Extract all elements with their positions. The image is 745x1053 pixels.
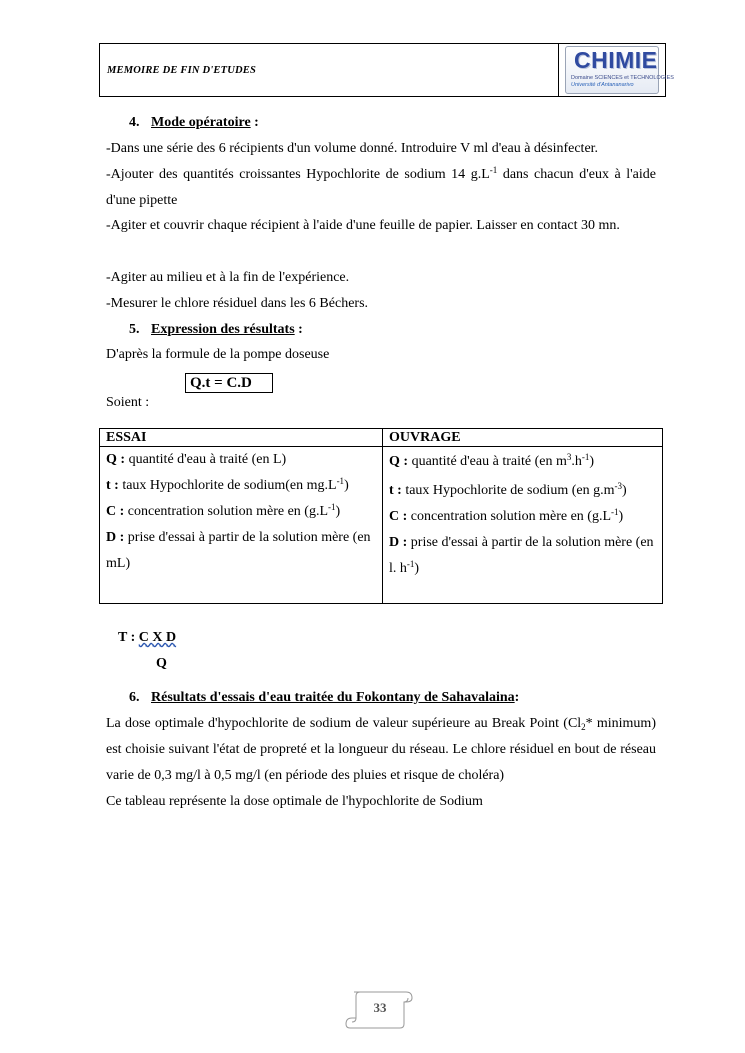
table-header-ouvrage: OUVRAGE bbox=[383, 429, 663, 447]
section4-line2 bbox=[106, 162, 656, 214]
section4-line1: -Dans une série des 6 récipients d'un volume donné. Introduire V ml d'eau à désinfecter. bbox=[106, 141, 599, 156]
section4-suffix: : bbox=[250, 115, 259, 130]
section6-title: Résultats d'essais d'eau traitée du Fokontany de Sahavalaina bbox=[151, 690, 515, 705]
section6-paragraph: La dose optimale d'hypochlorite de sodium de valeur supérieure au Break Point ($Cl_2*$ minimum) est choisie suivant l'état de propreté et la longueur du réseau. Le chlore résiduel en bout de réseau varie de 0,3 mg/l à 0,5 mg/l (en période des pluies et risque de choléra) bbox=[106, 716, 656, 783]
page-number: 33 bbox=[373, 1000, 387, 1015]
section5-title: Expression des résultats bbox=[151, 322, 295, 337]
section6-suffix: : bbox=[514, 690, 520, 705]
logo-cell bbox=[559, 44, 674, 96]
table-header-essai: ESSAI bbox=[100, 429, 383, 447]
page-number-scroll bbox=[346, 986, 414, 1030]
section5-heading bbox=[129, 322, 303, 338]
results-table bbox=[99, 428, 663, 604]
ouvrage-cell bbox=[383, 447, 663, 604]
section4-title: Mode opératoire bbox=[151, 115, 251, 130]
page-header bbox=[99, 43, 674, 97]
formula-fraction bbox=[118, 630, 176, 646]
ouvrage-t: t : taux Hypochlorite de sodium (en $g.m^{-3}$) bbox=[389, 481, 627, 498]
ouvrage-d: D : prise d'essai à partir de la solution mère (en l. $h^{-1}$) bbox=[389, 535, 654, 576]
essai-cell bbox=[100, 447, 383, 604]
section5-number: 5. bbox=[129, 322, 140, 337]
section4-line4: -Agiter au milieu et à la fin de l'expérience. bbox=[106, 270, 350, 285]
essai-c: C : concentration solution mère en $(g.L^{-1})$ bbox=[106, 502, 341, 519]
chimie-logo bbox=[565, 46, 674, 94]
logo-line2: Université d'Antananarivo bbox=[571, 82, 634, 88]
section4-line3: -Agiter et couvrir chaque récipient à l'aide d'une feuille de papier. Laisser en contact 30 mn. bbox=[106, 218, 620, 233]
section4-line5: -Mesurer le chlore résiduel dans les 6 Béchers. bbox=[106, 296, 369, 311]
section6-number: 6. bbox=[129, 690, 140, 705]
logo-main-text: CHIMIE bbox=[574, 47, 658, 73]
formula-box: Q.t = C.D bbox=[185, 373, 273, 393]
line2-text-a: -Ajouter des quantités croissantes Hypochlorite de sodium 14 g.L bbox=[106, 167, 490, 182]
fraction-prefix: T : bbox=[118, 630, 139, 645]
soient-label: Soient : bbox=[106, 395, 150, 410]
table-header-row bbox=[100, 429, 663, 447]
section6-table-intro: Ce tableau représente la dose optimale de l'hypochlorite de Sodium bbox=[106, 794, 483, 809]
fraction-denominator: Q bbox=[156, 656, 167, 671]
table-row bbox=[100, 447, 663, 604]
line2-text-b: dans chacun d'eux à l'aide d'une pipette bbox=[106, 167, 656, 208]
section6-heading bbox=[129, 690, 519, 706]
ouvrage-c: C : concentration solution mère en $(g.L^{-1})$ bbox=[389, 507, 624, 524]
essai-t: t : taux Hypochlorite de sodium(en $mg.L^{-1}$) bbox=[106, 476, 349, 493]
essai-q: Q : quantité d'eau à traité (en L) bbox=[106, 452, 287, 467]
section5-suffix: : bbox=[294, 322, 303, 337]
section4-heading bbox=[129, 115, 259, 131]
header-title: MEMOIRE DE FIN D'ETUDES bbox=[100, 44, 559, 96]
section5-intro: D'après la formule de la pompe doseuse bbox=[106, 347, 330, 362]
section4-number: 4. bbox=[129, 115, 140, 130]
logo-line1: Domaine SCIENCES et TECHNOLOGIES bbox=[571, 75, 674, 81]
essai-d: D : prise d'essai à partir de la solution mère (en mL) bbox=[106, 530, 371, 571]
fraction-numerator: C X D bbox=[138, 630, 177, 645]
line2-sup: -1 bbox=[489, 165, 498, 175]
ouvrage-q: Q : quantité d'eau à traité (en $m^3.h^{-1}$) bbox=[389, 452, 595, 469]
